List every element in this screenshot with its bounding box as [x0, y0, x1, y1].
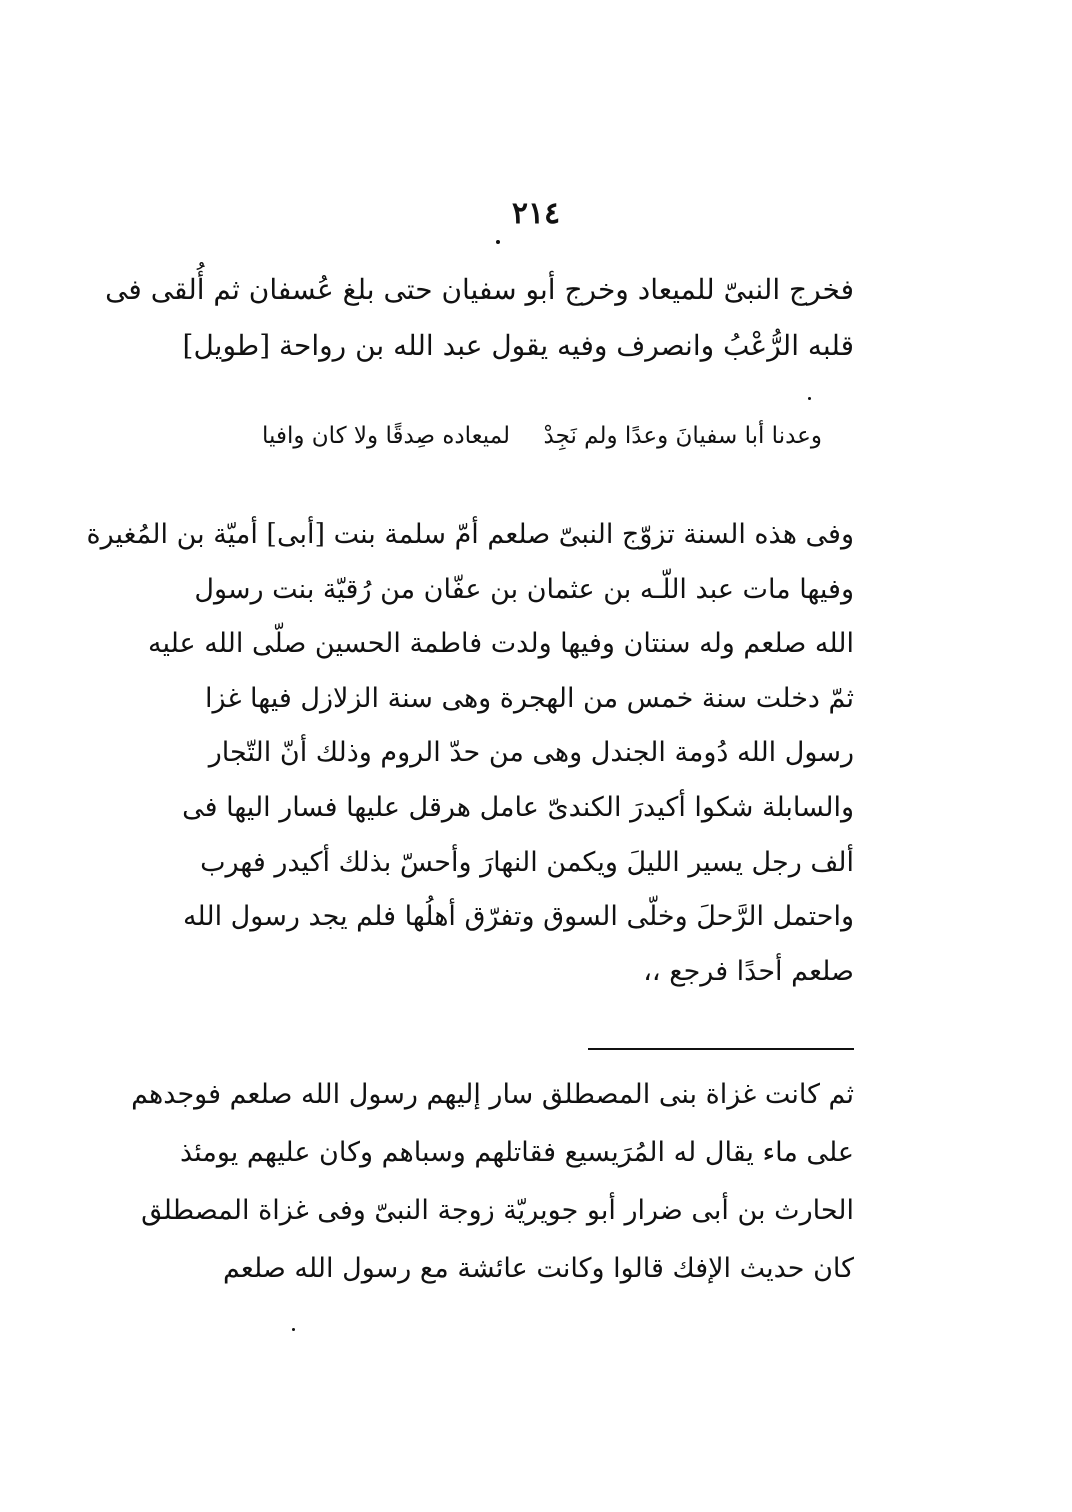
- text-line: واحتمل الرَّحلَ وخلّى السوق وتفرّق أهلُها فلم يجد رسول الله: [182, 901, 854, 933]
- scan-speck: [292, 1328, 295, 1331]
- text-line: وفى هذه السنة تزوّج النبىّ صلعم أمّ سلمة بنت [أبى] أميّة بن المُغيرة: [86, 519, 854, 550]
- text-line: كان حديث الإفك قالوا وكانت عائشة مع رسول الله صلعم: [222, 1253, 854, 1284]
- section-divider: [588, 1048, 854, 1050]
- poem-verse: [262, 414, 822, 458]
- text-line: ثم كانت غزاة بنى المصطلق سار إليهم رسول الله صلعم فوجدهم: [131, 1079, 854, 1110]
- intro-paragraph: [105, 262, 854, 374]
- text-line: ثمّ دخلت سنة خمس من الهجرة وهى سنة الزلازل فيها غزا: [204, 682, 854, 714]
- text-line: رسول الله دُومة الجندل وهى من حدّ الروم وذلك أنّ التّجار: [208, 737, 854, 769]
- text-line: الله صلعم وله سنتان وفيها ولدت فاطمة الحسين صلّى الله عليه: [148, 628, 854, 660]
- text-line: وفيها مات عبد اللّـه بن عثمان بن عفّان من رُقيّة بنت رسول: [194, 573, 854, 605]
- scan-speck: [808, 397, 811, 400]
- page-number: ٢١٤: [511, 196, 561, 231]
- text-line: الحارث بن أبى ضرار أبو جويريّة زوجة النبىّ وفى غزاة المصطلق: [141, 1195, 854, 1226]
- text-line: صلعم أحدًا فرجع ،،: [643, 955, 854, 987]
- text-line: فخرج النبىّ للميعاد وخرج أبو سفيان حتى بلغ عُسفان ثم أُلقى فى: [105, 273, 854, 306]
- text-line: والسابلة شكوا أكيدرَ الكندىّ عامل هرقل عليها فسار اليها فى: [182, 791, 854, 823]
- scan-speck: [496, 240, 500, 244]
- text-line: ألف رجل يسير الليلَ ويكمن النهارَ وأحسّ بذلك أكيدر فهرب: [200, 846, 854, 878]
- paragraph-two: [131, 1066, 854, 1298]
- text-line: قلبه الرُّعْبُ وانصرف وفيه يقول عبد الله بن رواحة [طويل]: [182, 329, 854, 362]
- paragraph-one: [86, 508, 854, 999]
- verse-hemistich-second: لميعاده صِدقًا ولا كان وافيا: [262, 423, 511, 449]
- text-line: على ماء يقال له المُرَيسيع فقاتلهم وسباهم وكان عليهم يومئذ: [180, 1137, 854, 1168]
- verse-hemistich-first: وعدنا أبا سفيانَ وعدًا ولم نَجِدْ: [543, 423, 822, 449]
